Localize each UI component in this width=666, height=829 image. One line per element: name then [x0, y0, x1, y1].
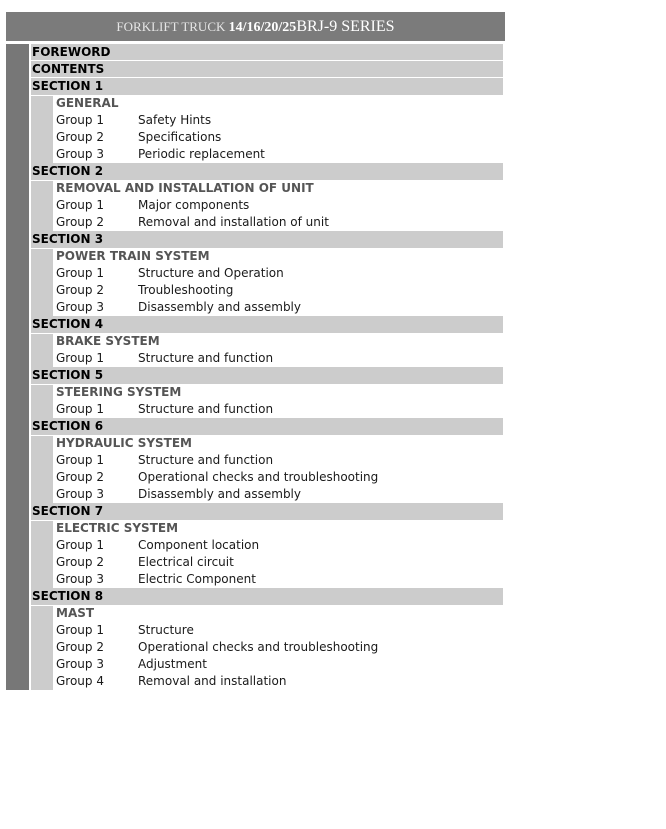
group-row[interactable] [31, 469, 503, 486]
group-row[interactable] [31, 214, 503, 231]
indent-cell [31, 486, 53, 503]
group-number[interactable]: Group 1 [56, 198, 104, 212]
section-header-3[interactable] [31, 231, 503, 248]
group-number[interactable]: Group 1 [56, 453, 104, 467]
indent-cell [31, 350, 53, 367]
group-number[interactable]: Group 1 [56, 402, 104, 416]
group-row[interactable] [31, 146, 503, 163]
group-description[interactable]: Operational checks and troubleshooting [138, 640, 379, 654]
indent-cell [31, 520, 53, 537]
group-row[interactable] [31, 350, 503, 367]
indent-cell [31, 452, 53, 469]
indent-cell [31, 299, 53, 316]
section-label[interactable]: SECTION 4 [32, 317, 104, 331]
group-description[interactable]: Adjustment [138, 657, 207, 671]
section-label[interactable]: SECTION 2 [32, 164, 104, 178]
indent-cell [31, 265, 53, 282]
group-number[interactable]: Group 3 [56, 300, 104, 314]
indent-cell [31, 571, 53, 588]
group-number[interactable]: Group 2 [56, 640, 104, 654]
group-row[interactable] [31, 656, 503, 673]
indent-cell [31, 214, 53, 231]
section-title: REMOVAL AND INSTALLATION OF UNIT [56, 181, 314, 195]
section-title: STEERING SYSTEM [56, 385, 182, 399]
group-description[interactable]: Disassembly and assembly [138, 487, 301, 501]
group-number[interactable]: Group 1 [56, 266, 104, 280]
toc-link-label[interactable]: CONTENTS [32, 62, 105, 76]
group-row[interactable] [31, 265, 503, 282]
section-header-7[interactable] [31, 503, 503, 520]
section-header-4[interactable] [31, 316, 503, 333]
section-header-2[interactable] [31, 163, 503, 180]
section-header-5[interactable] [31, 367, 503, 384]
group-row[interactable] [31, 571, 503, 588]
group-number[interactable]: Group 2 [56, 555, 104, 569]
section-title: POWER TRAIN SYSTEM [56, 249, 210, 263]
group-description[interactable]: Structure [138, 623, 194, 637]
group-number[interactable]: Group 2 [56, 215, 104, 229]
group-number[interactable]: Group 2 [56, 470, 104, 484]
group-row[interactable] [31, 197, 503, 214]
group-description[interactable]: Safety Hints [138, 113, 212, 127]
section-title: MAST [56, 606, 95, 620]
indent-cell [31, 622, 53, 639]
section-title-row [31, 605, 503, 622]
indent-cell [31, 384, 53, 401]
section-title-row [31, 384, 503, 401]
header-model-numbers: 14/16/20/25 [228, 20, 297, 35]
group-description[interactable]: Electric Component [138, 572, 256, 586]
group-description[interactable]: Removal and installation of unit [138, 215, 329, 229]
group-description[interactable]: Major components [138, 198, 250, 212]
indent-cell [31, 146, 53, 163]
indent-cell [31, 469, 53, 486]
group-row[interactable] [31, 112, 503, 129]
section-title-row [31, 248, 503, 265]
group-description[interactable]: Structure and function [138, 402, 274, 416]
contents-table [6, 44, 503, 690]
group-row[interactable] [31, 401, 503, 418]
toc-link-contents[interactable] [31, 61, 503, 78]
indent-cell [31, 639, 53, 656]
indent-cell [31, 333, 53, 350]
group-description[interactable]: Periodic replacement [138, 147, 265, 161]
section-title-row [31, 333, 503, 350]
page-header [6, 12, 505, 41]
section-title: BRAKE SYSTEM [56, 334, 160, 348]
group-description[interactable]: Component location [138, 538, 260, 552]
indent-cell [31, 554, 53, 571]
group-row[interactable] [31, 299, 503, 316]
indent-cell [31, 197, 53, 214]
group-description[interactable]: Operational checks and troubleshooting [138, 470, 379, 484]
group-number[interactable]: Group 2 [56, 283, 104, 297]
group-description[interactable]: Structure and Operation [138, 266, 284, 280]
indent-cell [31, 435, 53, 452]
group-number[interactable]: Group 3 [56, 487, 104, 501]
group-number[interactable]: Group 4 [56, 674, 104, 688]
indent-cell [31, 180, 53, 197]
indent-cell [31, 112, 53, 129]
section-header-6[interactable] [31, 418, 503, 435]
section-label[interactable]: SECTION 6 [32, 419, 104, 433]
group-row[interactable] [31, 639, 503, 656]
group-row[interactable] [31, 554, 503, 571]
group-number[interactable]: Group 3 [56, 572, 104, 586]
group-number[interactable]: Group 1 [56, 351, 104, 365]
section-header-1[interactable] [31, 78, 503, 95]
toc-link-foreword[interactable] [31, 44, 503, 61]
section-label[interactable]: SECTION 5 [32, 368, 104, 382]
group-row[interactable] [31, 282, 503, 299]
section-title: HYDRAULIC SYSTEM [56, 436, 192, 450]
group-description[interactable]: Removal and installation [138, 674, 287, 688]
group-row[interactable] [31, 622, 503, 639]
indent-cell [31, 673, 53, 690]
indent-cell [31, 605, 53, 622]
contents-list [31, 44, 503, 690]
group-description[interactable]: Structure and function [138, 351, 274, 365]
section-label[interactable]: SECTION 1 [32, 79, 104, 93]
indent-cell [31, 537, 53, 554]
group-number[interactable]: Group 1 [56, 538, 104, 552]
section-title: ELECTRIC SYSTEM [56, 521, 179, 535]
group-number[interactable]: Group 3 [56, 147, 104, 161]
section-title: GENERAL [56, 96, 119, 110]
header-series: BRJ-9 SERIES [296, 18, 395, 35]
indent-cell [31, 248, 53, 265]
indent-cell [31, 129, 53, 146]
group-description[interactable]: Troubleshooting [138, 283, 234, 297]
group-row[interactable] [31, 673, 503, 690]
left-sidebar-bar [6, 44, 29, 690]
group-row[interactable] [31, 452, 503, 469]
group-number[interactable]: Group 3 [56, 657, 104, 671]
indent-cell [31, 401, 53, 418]
group-description[interactable]: Structure and function [138, 453, 274, 467]
section-title-row [31, 435, 503, 452]
group-row[interactable] [31, 486, 503, 503]
section-title-row [31, 180, 503, 197]
group-number[interactable]: Group 1 [56, 113, 104, 127]
toc-link-label[interactable]: FOREWORD [32, 45, 111, 59]
section-label[interactable]: SECTION 8 [32, 589, 104, 603]
section-title-row [31, 520, 503, 537]
indent-cell [31, 95, 53, 112]
group-row[interactable] [31, 537, 503, 554]
section-label[interactable]: SECTION 7 [32, 504, 104, 518]
group-description[interactable]: Electrical circuit [138, 555, 234, 569]
group-number[interactable]: Group 2 [56, 130, 104, 144]
group-row[interactable] [31, 129, 503, 146]
header-title-prefix: FORKLIFT TRUCK [116, 19, 229, 34]
group-number[interactable]: Group 1 [56, 623, 104, 637]
section-title-row [31, 95, 503, 112]
group-description[interactable]: Specifications [138, 130, 222, 144]
group-description[interactable]: Disassembly and assembly [138, 300, 301, 314]
section-label[interactable]: SECTION 3 [32, 232, 104, 246]
indent-cell [31, 282, 53, 299]
section-header-8[interactable] [31, 588, 503, 605]
indent-cell [31, 656, 53, 673]
